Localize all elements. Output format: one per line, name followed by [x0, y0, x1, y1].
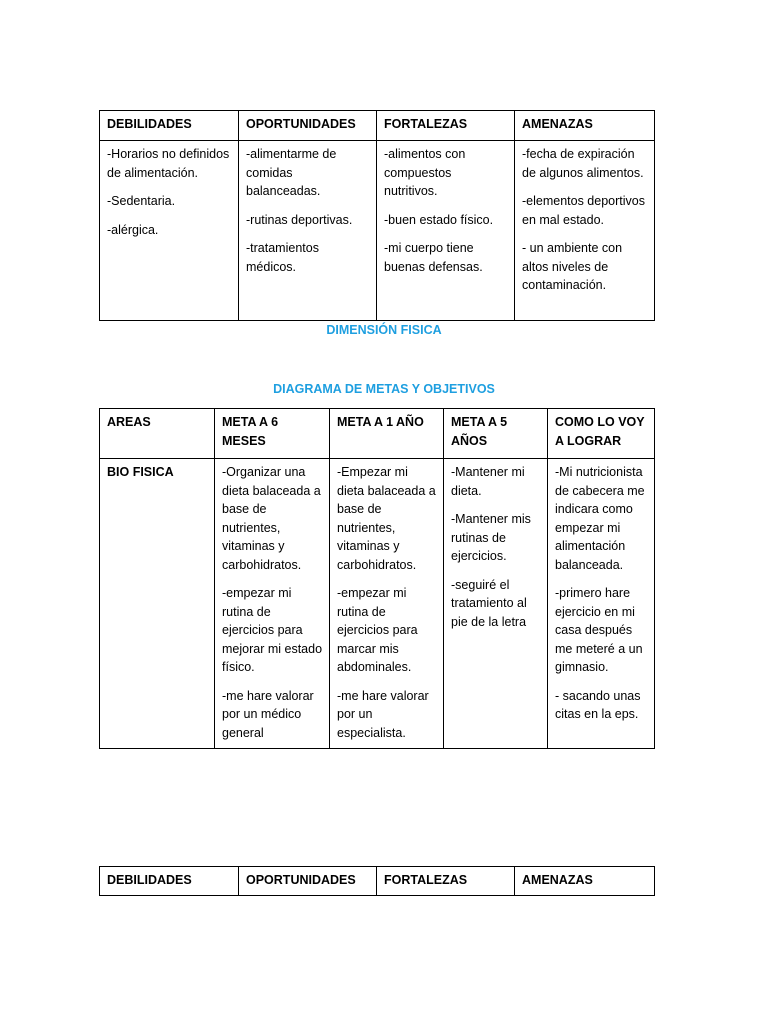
cell-fortalezas [377, 141, 515, 321]
table-header-row [100, 867, 655, 896]
header-debilidades: DEBILIDADES [100, 867, 239, 896]
cell-debilidades [100, 141, 239, 321]
cell-item: -tratamientos médicos. [246, 241, 319, 274]
cell-meta-1-ano [330, 459, 444, 749]
swot-table-2 [99, 866, 655, 896]
cell-item: -primero hare ejercicio en mi casa después me meteré a un gimnasio. [555, 586, 643, 674]
dimension-title: DIMENSIÓN FISICA [326, 323, 442, 337]
header-debilidades: DEBILIDADES [100, 111, 239, 141]
cell-item: -buen estado físico. [384, 212, 494, 227]
cell-meta-6-meses [215, 459, 330, 749]
header-meta-1-ano: META A 1 AÑO [330, 409, 444, 459]
swot-table [99, 110, 655, 321]
cell-item: -alimentos con compuestos nutritivos. [384, 147, 466, 198]
cell-item: -elementos deportivos en mal estado. [522, 194, 645, 227]
header-fortalezas: FORTALEZAS [377, 867, 515, 896]
cell-item: -Horarios no definidos de alimentación. [107, 147, 230, 180]
cell-item: -seguiré el tratamiento al pie de la letra [451, 577, 527, 629]
cell-item: -mi cuerpo tiene buenas defensas. [384, 241, 483, 274]
goals-title: DIAGRAMA DE METAS Y OBJETIVOS [273, 382, 495, 396]
table-row [100, 459, 655, 749]
cell-item: -empezar mi rutina de ejercicios para mejorar mi estado físico. [222, 586, 323, 674]
cell-oportunidades [239, 141, 377, 321]
cell-item: -Empezar mi dieta balaceada a base de nutrientes, vitaminas y carbohidratos. [337, 465, 436, 572]
table-header-row [100, 409, 655, 459]
header-oportunidades: OPORTUNIDADES [239, 111, 377, 141]
cell-item: -me hare valorar por un especialista. [337, 688, 429, 740]
table-header-row [100, 111, 655, 141]
cell-item: - sacando unas citas en la eps. [555, 688, 641, 721]
cell-item: -Organizar una dieta balaceada a base de nutrientes, vitaminas y carbohidratos. [222, 465, 321, 572]
cell-item: -Sedentaria. [107, 194, 176, 208]
cell-item: -empezar mi rutina de ejercicios para marcar mis abdominales. [337, 586, 418, 674]
cell-item: -Mantener mis rutinas de ejercicios. [451, 512, 531, 563]
header-meta-5-anos: META A 5 AÑOS [444, 409, 548, 459]
header-como-lograr: COMO LO VOY A LOGRAR [548, 409, 655, 459]
cell-amenazas [515, 141, 655, 321]
header-amenazas: AMENAZAS [515, 867, 655, 896]
table-row [100, 141, 655, 321]
cell-area: BIO FISICA [100, 459, 215, 749]
cell-item: -alérgica. [107, 222, 159, 237]
header-fortalezas: FORTALEZAS [377, 111, 515, 141]
header-amenazas: AMENAZAS [515, 111, 655, 141]
goals-table [99, 408, 655, 749]
cell-item: -Mantener mi dieta. [451, 465, 525, 498]
cell-meta-5-anos [444, 459, 548, 749]
cell-item: - un ambiente con altos niveles de contaminación. [522, 241, 623, 292]
cell-item: -rutinas deportivas. [246, 212, 353, 227]
header-oportunidades: OPORTUNIDADES [239, 867, 377, 896]
header-meta-6-meses: META A 6 MESES [215, 409, 330, 459]
cell-item: -me hare valorar por un médico general [222, 688, 314, 740]
cell-item: -alimentarme de comidas balanceadas. [246, 147, 337, 198]
cell-item: -Mi nutricionista de cabecera me indicara como empezar mi alimentación balanceada. [555, 465, 645, 572]
cell-como-lograr [548, 459, 655, 749]
cell-item: -fecha de expiración de algunos alimentos. [522, 147, 644, 180]
header-areas: AREAS [100, 409, 215, 459]
